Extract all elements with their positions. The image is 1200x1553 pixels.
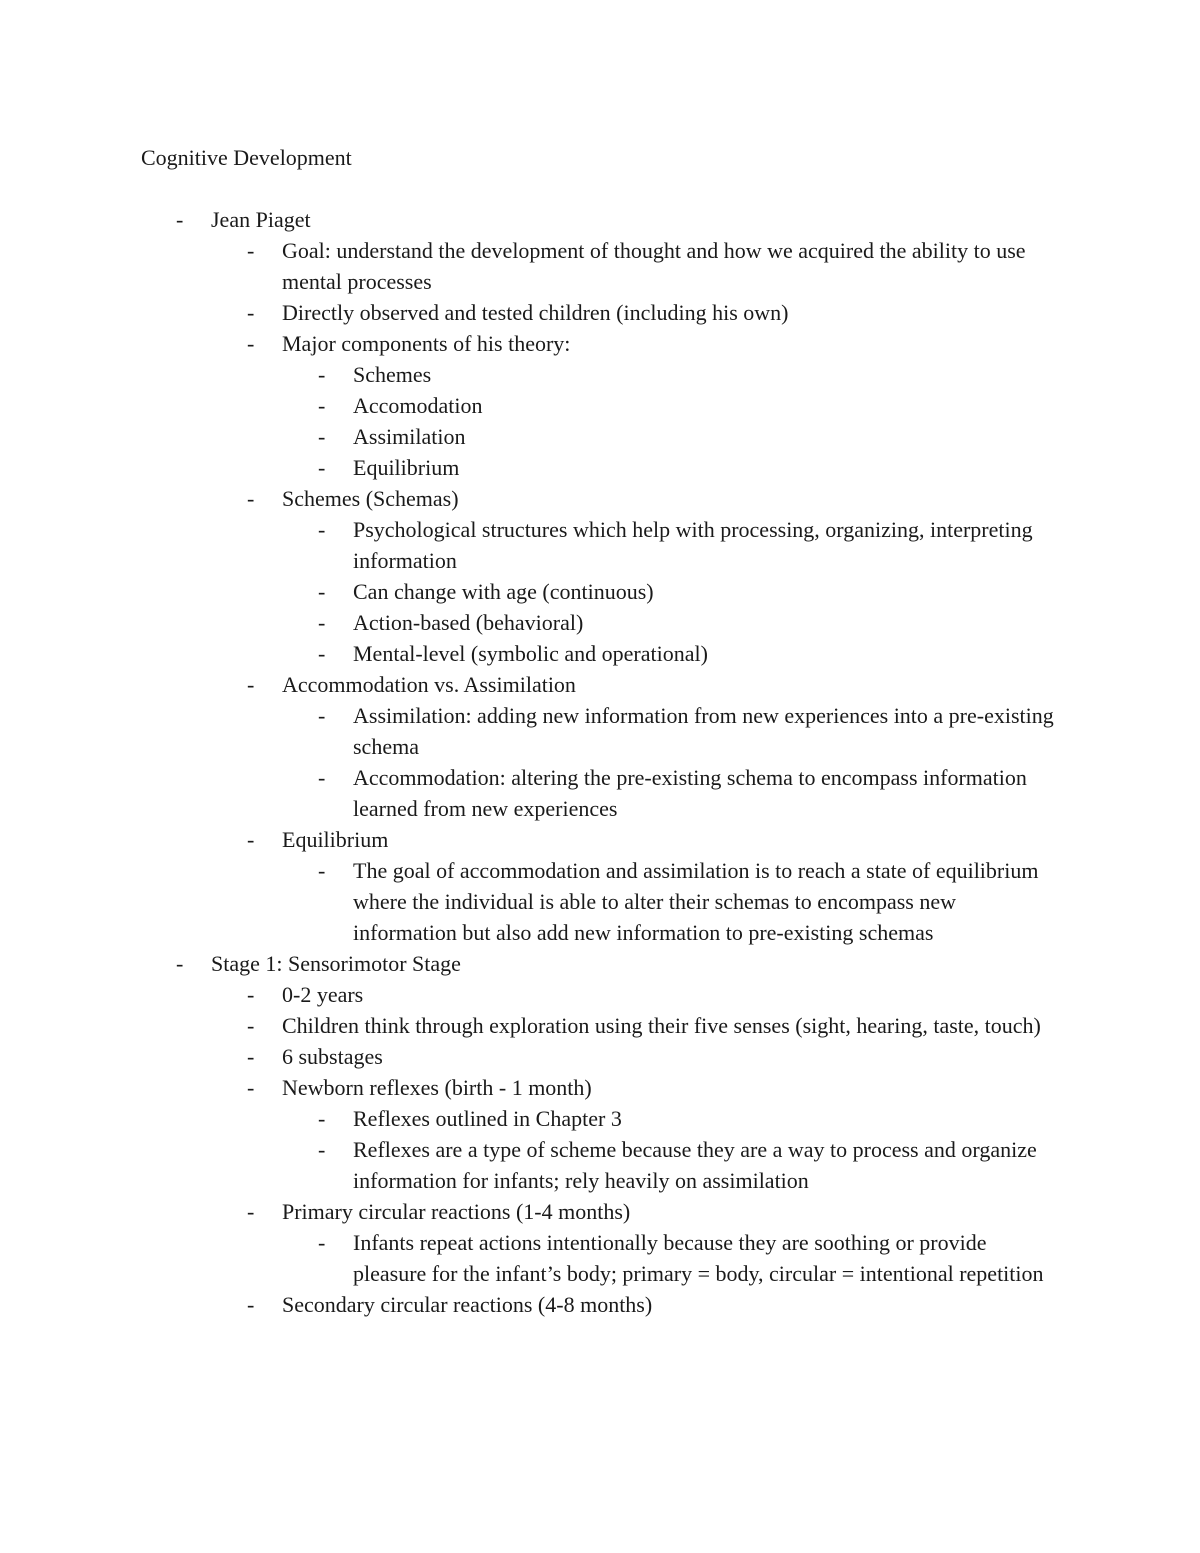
notes-outline <box>0 204 1200 1320</box>
outline-item-level-1 <box>0 1289 1200 1320</box>
bullet-dash: - <box>247 486 255 511</box>
outline-item-level-2 <box>0 607 1200 638</box>
outline-item-level-1 <box>0 483 1200 514</box>
outline-item-text: Reflexes outlined in Chapter 3 <box>353 1106 622 1131</box>
outline-item-level-1 <box>0 1072 1200 1103</box>
outline-item-level-1 <box>0 328 1200 359</box>
outline-item-text: Children think through exploration using their five senses (sight, hearing, taste, touch) <box>282 1013 1041 1038</box>
bullet-dash: - <box>318 858 326 883</box>
outline-item-level-1 <box>0 979 1200 1010</box>
bullet-dash: - <box>318 703 326 728</box>
bullet-dash: - <box>247 672 255 697</box>
outline-item-level-0 <box>0 948 1200 979</box>
outline-item-text: Major components of his theory: <box>282 331 571 356</box>
outline-item-level-2 <box>0 1103 1200 1134</box>
outline-item-text: Equilibrium <box>282 827 389 852</box>
outline-item-text: Action-based (behavioral) <box>353 610 584 635</box>
bullet-dash: - <box>247 1044 255 1069</box>
outline-item-text: Goal: understand the development of thought and how we acquired the ability to use mental processes <box>282 238 1026 294</box>
outline-item-level-2 <box>0 762 1200 824</box>
outline-item-text: Assimilation <box>353 424 466 449</box>
bullet-dash: - <box>247 1199 255 1224</box>
outline-item-level-2 <box>0 855 1200 948</box>
outline-item-text: Secondary circular reactions (4-8 months) <box>282 1292 653 1317</box>
bullet-dash: - <box>318 765 326 790</box>
bullet-dash: - <box>318 610 326 635</box>
outline-item-level-1 <box>0 235 1200 297</box>
outline-item-text: Stage 1: Sensorimotor Stage <box>211 951 461 976</box>
outline-item-text: Newborn reflexes (birth - 1 month) <box>282 1075 592 1100</box>
outline-item-level-2 <box>0 390 1200 421</box>
bullet-dash: - <box>318 579 326 604</box>
outline-item-level-1 <box>0 1196 1200 1227</box>
outline-item-level-2 <box>0 1134 1200 1196</box>
bullet-dash: - <box>247 300 255 325</box>
outline-item-level-1 <box>0 1041 1200 1072</box>
document-title: Cognitive Development <box>141 145 352 170</box>
bullet-dash: - <box>318 1137 326 1162</box>
outline-item-level-1 <box>0 1010 1200 1041</box>
bullet-dash: - <box>318 393 326 418</box>
bullet-dash: - <box>247 238 255 263</box>
outline-item-text: Accommodation vs. Assimilation <box>282 672 576 697</box>
outline-item-level-1 <box>0 297 1200 328</box>
bullet-dash: - <box>318 362 326 387</box>
outline-item-level-2 <box>0 1227 1200 1289</box>
outline-item-text: The goal of accommodation and assimilation is to reach a state of equilibrium where the individual is able to alter their schemas to encompass new information but also add new information to pre-existing schemas <box>353 858 1039 945</box>
bullet-dash: - <box>247 1075 255 1100</box>
bullet-dash: - <box>247 1013 255 1038</box>
outline-item-level-2 <box>0 700 1200 762</box>
outline-item-text: Assimilation: adding new information from new experiences into a pre-existing schema <box>353 703 1054 759</box>
outline-item-level-0 <box>0 204 1200 235</box>
outline-item-text: Psychological structures which help with processing, organizing, interpreting information <box>353 517 1033 573</box>
bullet-dash: - <box>176 207 184 232</box>
outline-item-text: Accommodation: altering the pre-existing schema to encompass information learned from new experiences <box>353 765 1027 821</box>
bullet-dash: - <box>176 951 184 976</box>
bullet-dash: - <box>247 331 255 356</box>
outline-item-text: Jean Piaget <box>211 207 311 232</box>
outline-item-level-2 <box>0 359 1200 390</box>
bullet-dash: - <box>318 455 326 480</box>
outline-item-text: Equilibrium <box>353 455 460 480</box>
outline-item-level-2 <box>0 421 1200 452</box>
outline-item-level-2 <box>0 638 1200 669</box>
outline-item-text: Primary circular reactions (1-4 months) <box>282 1199 631 1224</box>
bullet-dash: - <box>318 1230 326 1255</box>
outline-item-text: Infants repeat actions intentionally because they are soothing or provide pleasure for the infant’s body; primary = body, circular = intentional repetition <box>353 1230 1044 1286</box>
outline-item-text: Mental-level (symbolic and operational) <box>353 641 708 666</box>
outline-item-text: Reflexes are a type of scheme because they are a way to process and organize information for infants; rely heavily on assimilation <box>353 1137 1037 1193</box>
outline-item-level-2 <box>0 576 1200 607</box>
outline-item-text: Can change with age (continuous) <box>353 579 654 604</box>
bullet-dash: - <box>318 424 326 449</box>
outline-item-level-1 <box>0 669 1200 700</box>
bullet-dash: - <box>247 1292 255 1317</box>
bullet-dash: - <box>318 517 326 542</box>
outline-item-text: Schemes <box>353 362 432 387</box>
bullet-dash: - <box>247 827 255 852</box>
bullet-dash: - <box>247 982 255 1007</box>
outline-item-text: Directly observed and tested children (including his own) <box>282 300 789 325</box>
outline-item-level-2 <box>0 452 1200 483</box>
outline-item-text: Accomodation <box>353 393 483 418</box>
outline-item-text: 0-2 years <box>282 982 364 1007</box>
outline-item-level-2 <box>0 514 1200 576</box>
outline-item-level-1 <box>0 824 1200 855</box>
bullet-dash: - <box>318 641 326 666</box>
outline-item-text: Schemes (Schemas) <box>282 486 459 511</box>
outline-item-text: 6 substages <box>282 1044 383 1069</box>
bullet-dash: - <box>318 1106 326 1131</box>
